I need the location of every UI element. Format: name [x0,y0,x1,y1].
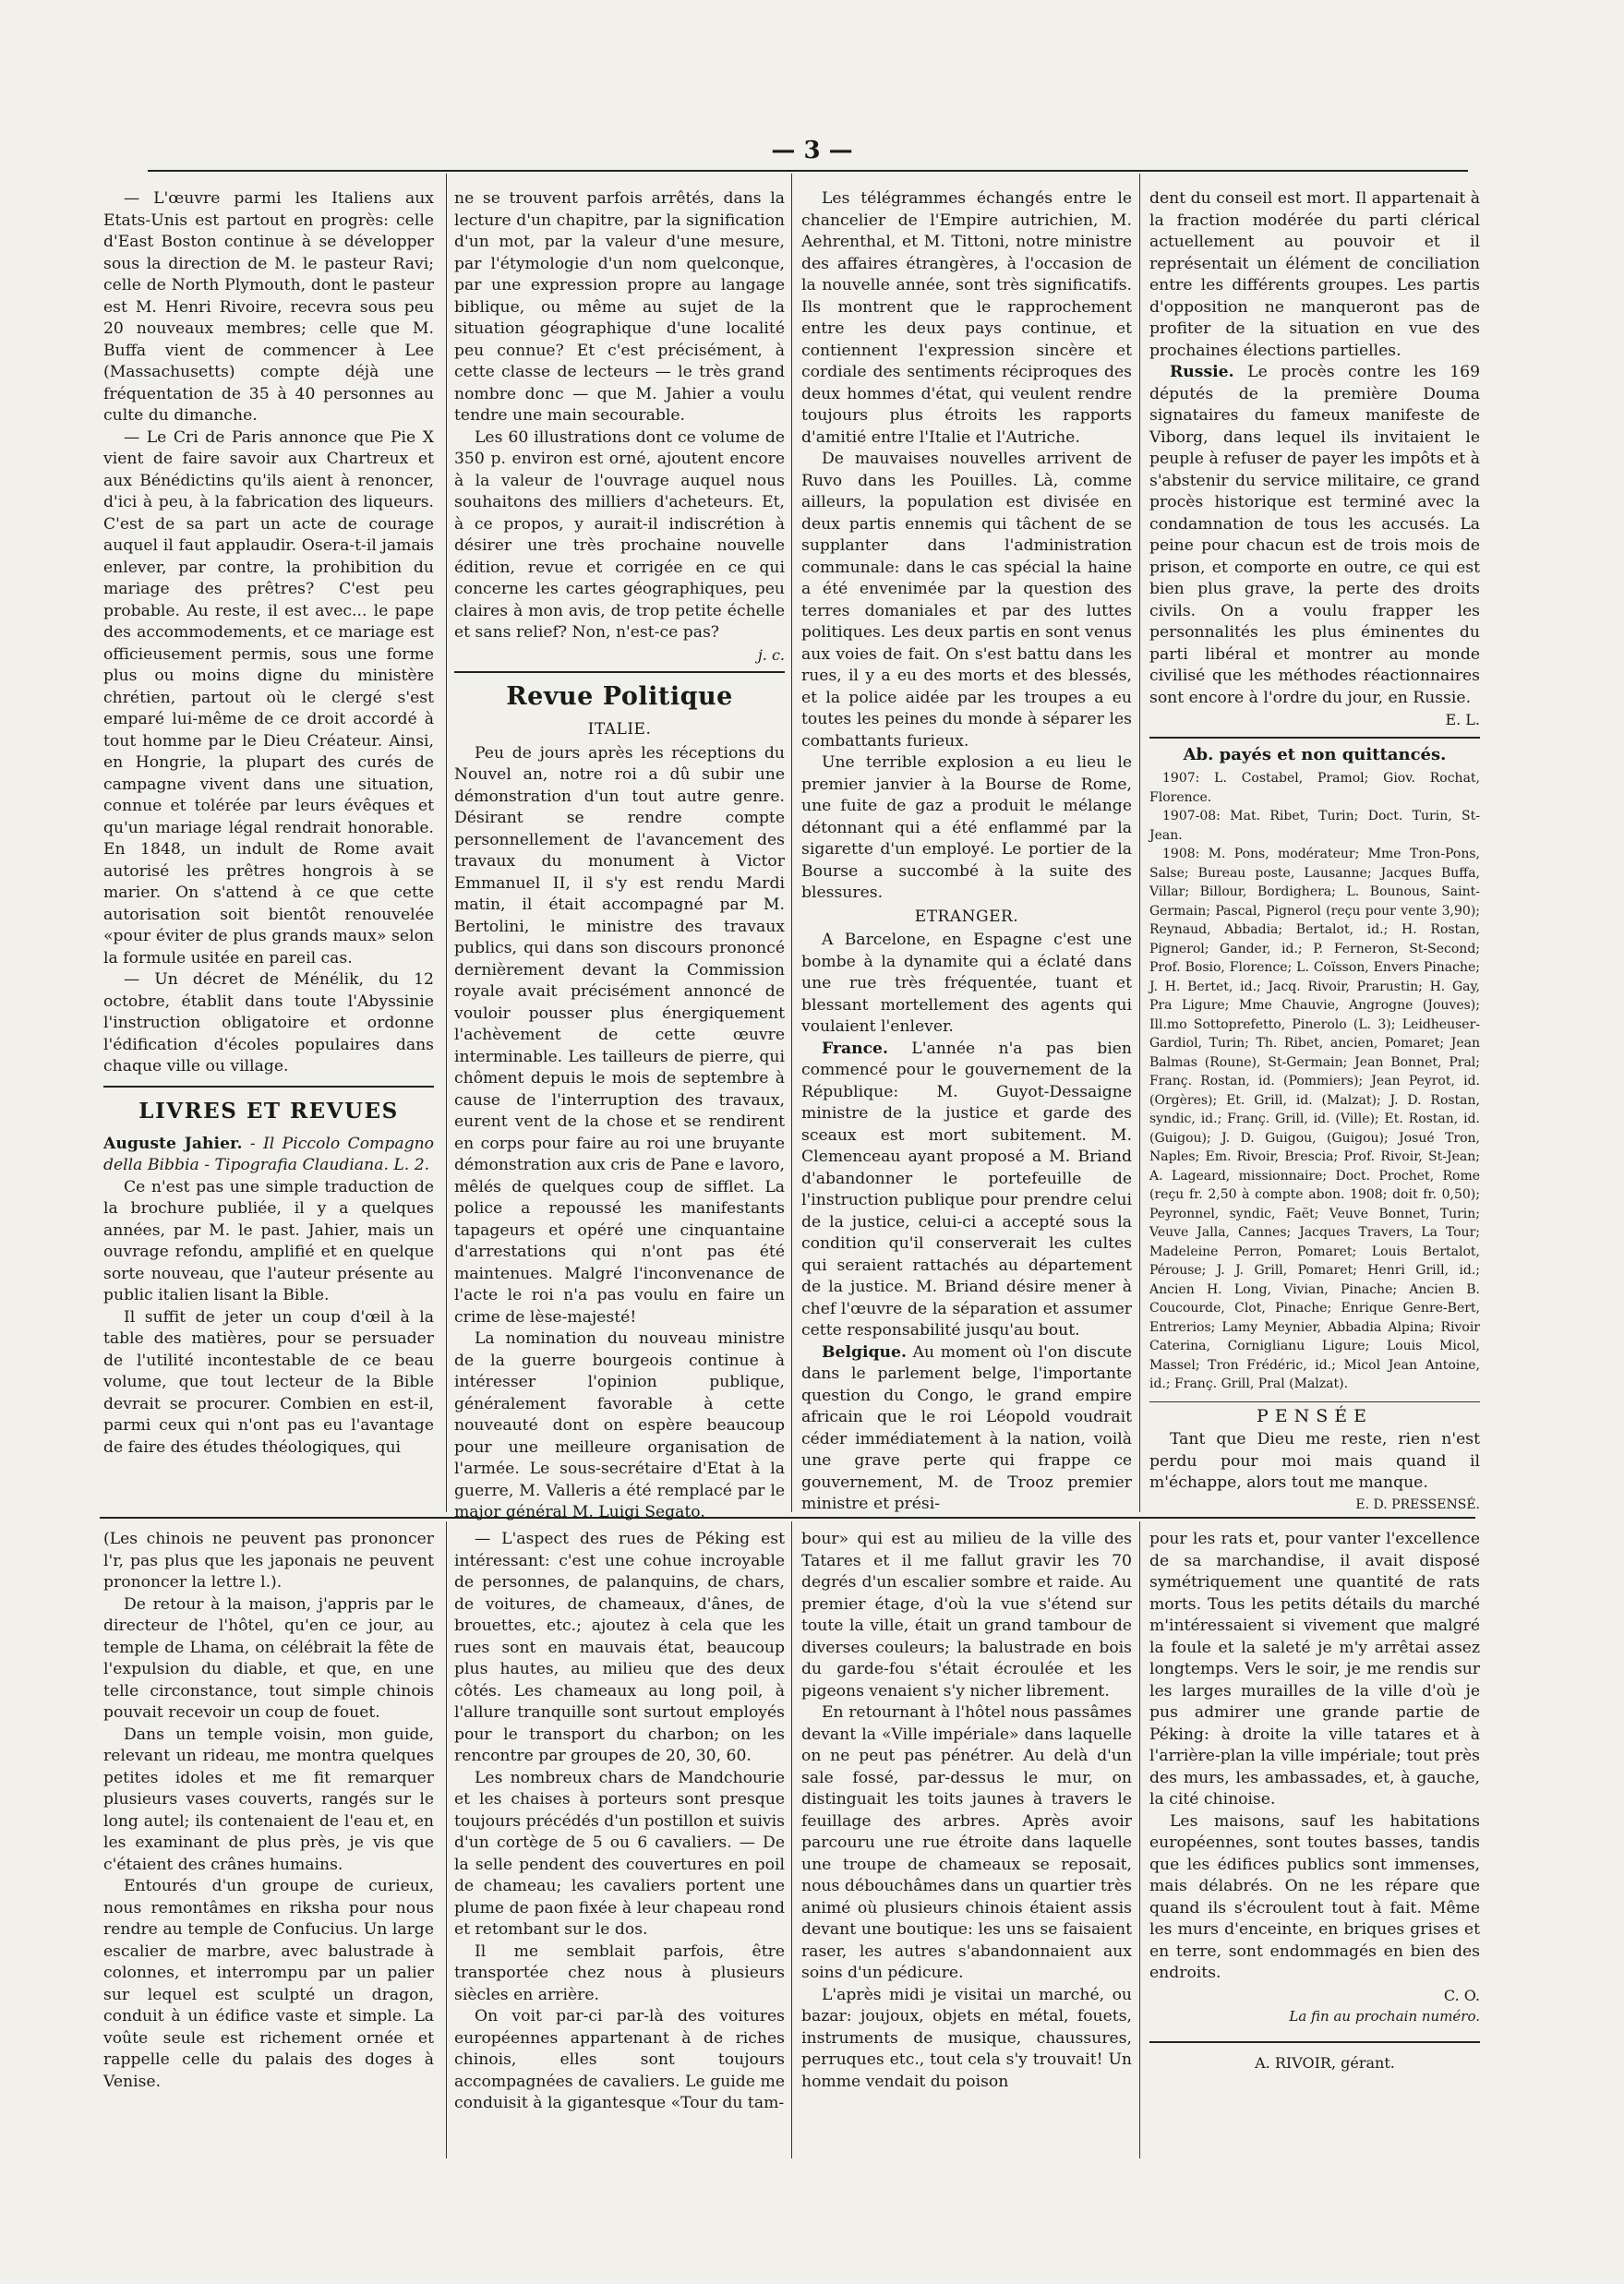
lead-russie: Russie. [1170,363,1234,381]
footer-rule [1149,2041,1480,2043]
column-rule [791,1521,792,2158]
section-title-revue: Revue Politique [506,682,733,711]
revue-italie-p2: La nomination du nouveau ministre de la guerre bourgeois continue à intéresser l'opinion publique, généralement favorable à cette nouveauté dont on espère beaucoup pour une meilleure organisation de l'armée. Le sous-secrétaire d'Etat à la guerre, M. Valleris a été remplacé par le major général M. Luigi Segato. [454,1329,785,1521]
revue-ruvo: De mauvaises nouvelles arrivent de Ruvo dans les Pouilles. Là, comme ailleurs, la population est divisée en deux partis ennemis qui tâchent de se supplanter dans l'administration communale: dans le cas spécial la haine a été envenimée par la question des terres domaniales et par des luttes politiques. Les deux partis en sont venus aux voies de fait. On s'est battu dans les rues, il y a eu des morts et des blessés, et la police aidée par les troupes a eu toutes les peines du monde à séparer les combattants furieux. [801,450,1132,751]
column-rule [446,174,447,1512]
article-italiens: — L'œuvre parmi les Italiens aux Etats-Unis est partout en progrès: celle d'East Boston continue à se développer sous la direction de M. le pasteur Ravi; celle de North Plymouth, dont le pasteur est M. Henri Rivoire, recevra sous peu 20 nouveaux membres; celle que M. Buffa vient de commencer à Lee (Massachusetts) compte déjà une fréquentation de 35 à 40 personnes au culte du dimanche. [103,189,434,425]
pensee-title: PENSÉE [1256,1405,1374,1426]
abonnes-1907-08: 1907-08: Mat. Ribet, Turin; Doct. Turin, St-Jean. [1149,809,1480,843]
column-rule [1139,174,1140,1512]
column-2-bottom [454,1529,785,2166]
article-chartreux: — Le Cri de Paris annonce que Pie X vient de faire savoir aux Chartreux et aux Bénédictins qu'ils aient à renoncer, d'ici à peu, à la fabrication des liqueurs. C'est de sa part un acte de courage auquel il faut applaudir. Osera-t-il jamais enlever, par contre, la prohibition du mariage des prêtres? C'est peu probable. Au reste, il est avec... le pape des accommodements, et ce mariage est officieusement permis, sous une forme plus ou moins digne du ministère chrétien, partout où le clergé s'est emparé lui-même de ce droit accordé à tout homme par le Dieu Créateur. Ainsi, en Hongrie, la plupart des curés de campagne vivent dans une situation, connue et tolérée par leurs évêques et qu'un mariage légal rendrait honorable. En 1848, un indult de Rome avait autorisé les prêtres hongrois à se marier. On s'attend à ce que cette autorisation soit bientôt renouvelée «pour éviter de plus grands maux» selon la formule usitée en pareil cas. [103,427,434,968]
peking-p3: Dans un temple voisin, mon guide, relevant un rideau, me montra quelques petites idoles et me fit remarquer plusieurs vases couverts, rangés sur le long autel; ils contenaient de l'eau et, en les examinant de plus près, je vis que c'étaient des crânes humains. [103,1725,434,1874]
peking-p8: On voit par-ci par-là des voitures européennes appartenant à de riches chinois, elles sont toujours accompagnées de cavaliers. Le guide me conduisit à la gigantesque «Tour du tam- [454,2007,785,2112]
revue-france-text: L'année n'a pas bien commencé pour le gouvernement de la République: M. Guyot-Dessaigne ministre de la justice et garde des sceaux est mort subitement. M. Clemenceau ayant proposé a M. Briand d'abandonner le portefeuille de l'instruction publique pour prendre celui de la justice, celui-ci a accepté sous la condition qu'il conserverait les cultes qui seraient rattachés au département de la justice. M. Briand désire mener à chef l'œuvre de la séparation et assumer cette responsabilité jusqu'au bout. [801,1039,1132,1340]
peking-p7: Il me semblait parfois, être transportée chez nous à plusieurs siècles en arrière. [454,1941,785,2004]
peking-p1: (Les chinois ne peuvent pas prononcer l'r, pas plus que les japonais ne peuvent prononcer la lettre l.). [103,1530,434,1592]
column-1-bottom [103,1529,434,2166]
gerant-line: A. RIVOIR, gérant. [1255,2053,1395,2072]
column-4-top [1149,188,1480,1512]
subhead-italie: ITALIE. [587,720,652,739]
section-rule [1149,737,1480,739]
continued-note: La fin au prochain numéro. [1289,2008,1480,2025]
peking-p13: Les maisons, sauf les habitations européennes, sont toutes basses, tandis que les édifices publics sont immenses, mais délabrés. On ne les répare que quand ils s'écroulent tout à fait. Même les murs d'enceinte, en briques grises et en terre, sont endommagés en bien des endroits. [1149,1811,1480,1982]
revue-russie [1149,362,1480,709]
lead-france: France. [822,1039,888,1058]
abonnes-1908: 1908: M. Pons, modérateur; Mme Tron-Pons, Salse; Bureau poste, Lausanne; Jacques Buffa, Villar; Billour, Bordighera; L. Bounous, Saint-Germain; Pascal, Pignerol (reçu pour vente 3,90); Reynaud, Abbadia; Bertalot, id.; H. Rostan, Pignerol; Gander, id.; P. Ferneron, St-Second; Prof. Bosio, Florence; L. Coïsson, Envers Pinache; J. H. Bertet, id.; Jacq. Rivoir, Prarustin; H. Gay, Pra Ligure; Mme Chauvie, Angrogne (Jouves); Ill.mo Sottoprefetto, Pinerolo (L. 3); Leidheuser-Gardiol, Turin; Th. Ribet, ancien, Pomaret; Jean Balmas (Roune), St-Germain; Jean Bonnet, Pral; Franç. Rostan, id. (Pommiers); Jean Peyrot, id. (Orgères); Et. Grill, id. (Malzat); J. D. Rostan, syndic, id.; Franç. Grill, id. (Ville); Et. Rostan, id. (Guigou); J. D. Guigou, (Guigou); Josué Tron, Naples; Em. Rivoir, Brescia; Prof. Rivoir, St-Jean; A. Lageard, missionnaire; Doct. Prochet, Rome (reçu fr. 2,50 à compte abon. 1908; doit fr. 0,50); Peyronnel, syndic, Faët; Veuve Bonnet, Turin; Veuve Jalla, Cannes; Jacques Travers, La Tour; Madeleine Perron, Pomaret; Louis Bertalot, Pérouse; J. J. Grill, Pomaret; Henri Grill, id.; Ancien H. Long, Vivian, Pinache; Ancien B. Coucourde, Clot, Pinache; Enrique Genre-Bert, Entrerios; Lamy Meynier, Abbadia Alpina; Rivoir Caterina, Corniglianu Ligure; Louis Micol, Massel; Tron Frédéric, id.; Micol Jean Antoine, id.; Franç. Grill, Pral (Malzat). [1149,847,1480,1391]
abonnes-1907: 1907: L. Costabel, Pramol; Giov. Rochat, Florence. [1149,771,1480,805]
book-review-p1: Ce n'est pas une simple traduction de la brochure publiée, il y a quelques années, par M. le past. Jahier, mais un ouvrage refondu, amplifié et en quelque sorte nouveau, que l'auteur présente au public italien lisant la Bible. [103,1177,434,1304]
book-author: Auguste Jahier. [103,1134,243,1153]
peking-p9: bour» qui est au milieu de la ville des Tatares et il me fallut gravir les 70 degrés d'un escalier sombre et raide. Au premier étage, d'où la vue s'étend sur toute la ville, était un grand tambour de diverses couleurs; la balustrade en bois du garde-fou s'était écroulée et les pigeons venaient s'y nicher librement. [801,1530,1132,1701]
subhead-etranger: ETRANGER. [914,907,1019,926]
peking-p6: Les nombreux chars de Mandchourie et les chaises à porteurs sont presque toujours précédés d'un postillon et suivis d'un cortège de 5 ou 6 cavaliers. — De la selle pendent des couvertures en poil de chameau; les cavaliers portent une plume de paon fixée à leur chapeau rond et retombant sur le dos. [454,1768,785,1939]
book-review-signature: j. c. [757,645,785,664]
revue-france [801,1039,1132,1342]
section-title-livres: LIVRES ET REVUES [138,1098,399,1124]
peking-p2: De retour à la maison, j'appris par le directeur de l'hôtel, qu'en ce jour, au temple de Lhama, on célébrait la fête de l'expulsion du diable, et que, en une telle circonstance, tout simple chinois pouvait recevoir un coup de fouet. [103,1594,434,1722]
revue-belgique-text: Au moment où l'on discute dans le parlement belge, l'importante question du Congo, le grand empire africain que le roi Léopold voudrait céder immédiatement à la nation, voilà une grave perte qui frappe ce gouvernement, M. de Trooz premier ministre et prési- [801,1342,1132,1513]
book-review-p3: ne se trouvent parfois arrêtés, dans la lecture d'un chapitre, par la signification d'un mot, par la valeur d'une mesure, par l'étymologie d'un nom quelconque, par une expression propre au langage biblique, ou même au sujet de la situation géographique d'une localité peu connue? Et c'est précisément, à cette classe de lecteurs — le très grand nombre donc — que M. Jahier a voulu tendre une main secourable. [454,189,785,425]
book-title: - Il Piccolo Compagno della Bibbia - Tipografia Claudiana. L. 2. [103,1134,435,1174]
revue-signature: E. L. [1445,711,1480,728]
column-rule [791,174,792,1512]
revue-espagne: A Barcelone, en Espagne c'est une bombe à la dynamite qui a éclaté dans une rue très fréquentée, tuant et blessant mortellement des agents qui voulaient l'enlever. [801,931,1132,1036]
section-title-abonnes: Ab. payés et non quittancés. [1183,744,1447,764]
peking-p11: L'après midi je visitai un marché, ou bazar: joujoux, objets en métal, fouets, instruments de musique, chaussures, perruques etc., tout cela s'y trouvait! Un homme vendait du poison [801,1985,1132,2091]
column-rule [446,1521,447,2158]
book-reference [103,1134,434,1177]
page-number: — 3 — [771,137,853,164]
section-divider [100,1517,1475,1519]
revue-italie-p1: Peu de jours après les réceptions du Nouvel an, notre roi a dû subir une démonstration d'un tout autre genre. Désirant se rendre compte personnellement de l'avancement des travaux du monument à Victor Emmanuel II, il s'y est rendu Mardi matin, il était accompagné par M. Bertolini, le ministre des travaux publics, qui dans son discours prononcé dernièrement devant la Commission royale avait précisément annoncé de vouloir pousser plus énergiquement l'achèvement de cette œuvre interminable. Les tailleurs de pierre, qui chôment depuis le mois de septembre à cause de l'interruption des travaux, eurent vent de la chose et se rendirent en corps pour faire au roi une bruyante démonstration aux cris de Pane e lavoro, mêlés de quelques coup de sifflet. La police a repoussé les manifestants tapageurs et opéré une cinquantaine d'arrestations qui n'ont pas été maintenues. Malgré l'inconvenance de l'acte le roi n'a pas voulu en faire un crime de lèse-majesté! [454,743,785,1327]
column-2-top [454,188,785,1521]
section-rule [1149,1401,1480,1402]
peking-p12: pour les rats et, pour vanter l'excellence de sa marchandise, il avait disposé symétriquement une quantité de rats morts. Tous les petits détails du marché m'intéressaient si vivement que malgré la foule et la saleté je m'y arrêtai assez longtemps. Vers le soir, je me rendis sur les larges murailles de la ville d'où je pus admirer une grande partie de Péking: à droite la ville tatares et à l'arrière-plan la ville impériale; tout près des murs, les ambassades, et, à gauche, la cité chinoise. [1149,1530,1480,1809]
peking-signature: C. O. [1443,1986,1480,2004]
revue-bourse: Une terrible explosion a eu lieu le premier janvier à la Bourse de Rome, une fuite de gaz a produit le mélange détonnant qui a été enflammé par la sigarette d'un employé. Le portier de la Bourse a succombé à la suite des blessures. [801,753,1132,902]
lead-belgique: Belgique. [822,1342,907,1362]
revue-russie-text: Le procès contre les 169 députés de la première Douma signataires du fameux manifeste de Viborg, dans lequel ils invitaient le peuple à refuser de payer les impôts et à s'abstenir du service militaire, ce grand procès historique est terminé avec la condamnation de tous les accusés. La peine pour chacun est de trois mois de prison, et comporte en outre, ce qui est bien plus grave, la perte des droits civils. On a voulu frapper les personnalités les plus éminentes du parti libéral et montrer au monde civilisé que les méthodes réactionnaires sont encore à l'ordre du jour, en Russie. [1149,363,1480,707]
column-1-top [103,188,434,1509]
book-review-p2: Il suffit de jeter un coup d'œil à la table des matières, pour se persuader de l'utilité incontestable de ce beau volume, que tout lecteur de la Bible devrait se procurer. Combien en est-il, parmi ceux qui n'ont pas eu l'avantage de faire des études théologiques, qui [103,1307,434,1457]
revue-telegrammes: Les télégrammes échangés entre le chancelier de l'Empire autrichien, M. Aehrenthal, et M. Tittoni, notre ministre des affaires étrangères, à l'occasion de la nouvelle année, sont très significatifs. Ils montrent que le rapprochement entre les deux pays continue, et contiennent l'expression sincère et cordiale des sentiments réciproques des deux hommes d'état, qui veulent rendre toujours plus étroits les rapports d'amitié entre l'Italie et l'Autriche. [801,189,1132,447]
peking-p5: — L'aspect des rues de Péking est intéressant: c'est une cohue incroyable de personnes, de palanquins, de chars, de voitures, de chameaux, d'ânes, de brouettes, etc.; ajoutez à cela que les rues sont en mauvais état, beaucoup plus hautes, au milieu que des deux côtés. Les chameaux au long poil, à l'allure tranquille sont surtout employés pour le transport du charbon; on les rencontre par groupes de 20, 30, 60. [454,1530,785,1765]
column-3-top [801,188,1132,1513]
revue-belgique [801,1342,1132,1516]
column-4-bottom [1149,1529,1480,2166]
peking-p4: Entourés d'un groupe de curieux, nous remontâmes en riksha pour nous rendre au temple de Confucius. Un large escalier de marbre, avec balustrade à colonnes, et interrompu par un palier sur lequel est sculpté un dragon, conduit à un édifice vaste et simple. La voûte seule est richement ornée et rappelle celle du palais des doges à Venise. [103,1877,434,2091]
column-3-bottom [801,1529,1132,2166]
abonnes-list [1149,769,1480,1394]
pensee-text: Tant que Dieu me reste, rien n'est perdu pour moi mais quand il m'échappe, alors tout me manque. [1149,1430,1480,1492]
section-rule [454,671,785,673]
article-abyssinie: — Un décret de Ménélik, du 12 octobre, établit dans toute l'Abyssinie l'instruction obligatoire et ordonne l'édification d'écoles populaires dans chaque ville ou village. [103,970,434,1076]
revue-belgique-cont: dent du conseil est mort. Il appartenait à la fraction modérée du parti clérical actuellement au pouvoir et il représentait un élément de conciliation entre les différents groupes. Les partis d'opposition ne manqueront pas de profiter de la situation en vue des prochaines élections partielles. [1149,189,1480,360]
book-review-p4: Les 60 illustrations dont ce volume de 350 p. environ est orné, ajoutent encore à la valeur de l'ouvrage auquel nous souhaitons des milliers d'acheteurs. Et, à ce propos, y aurait-il indiscrétion à désirer une très prochaine nouvelle édition, revue et corrigée en ce qui concerne les cartes géographiques, peu claires à mon avis, de trop petite échelle et sans relief? Non, n'est-ce pas? [454,427,785,642]
peking-p10: En retournant à l'hôtel nous passâmes devant la «Ville impériale» dans laquelle on ne peut pas pénétrer. Au delà d'un sale fossé, par-dessus le mur, on distinguait les toits jaunes à travers le feuillage des arbres. Après avoir parcouru une rue étroite dans laquelle une troupe de chameaux se reposait, nous débouchâmes dans un quartier très animé où plusieurs chinois étaient assis devant une boutique: les uns se faisaient raser, les autres s'abandonnaient aux soins d'un pédicure. [801,1703,1132,1982]
column-rule [1139,1521,1140,2158]
pensee-author: E. D. PRESSENSÉ. [1355,1497,1480,1512]
section-rule [103,1086,434,1088]
header-rule [148,170,1468,172]
